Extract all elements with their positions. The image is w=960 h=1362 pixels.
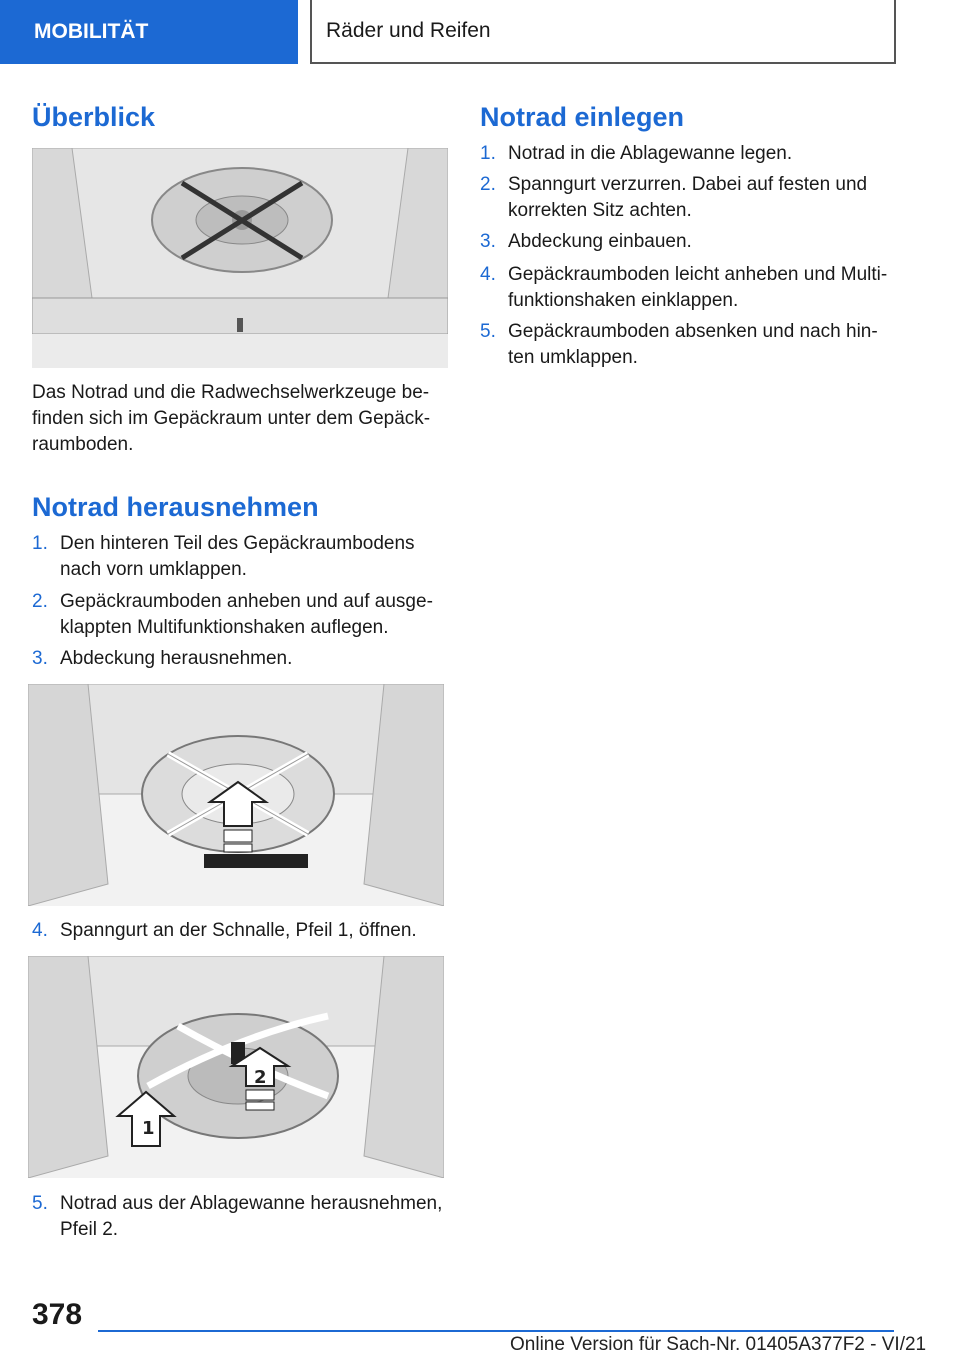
insert-step-5 <box>480 319 900 371</box>
page-number: 378 <box>32 1298 83 1331</box>
insert-step-4 <box>480 262 900 314</box>
arrow-label-2: 2 <box>254 1067 267 1088</box>
insert-step-1 <box>480 141 900 167</box>
step-text: Abdeckung herausnehmen. <box>60 648 293 669</box>
step-number: 3. <box>480 231 496 252</box>
overview-text-line: finden sich im Gepäckraum unter dem Gepäck- <box>32 408 431 429</box>
remove-step-4 <box>32 918 452 944</box>
step-text: Gepäckraumboden absenken und nach hin- ten umklappen. <box>508 321 878 368</box>
overview-text-line: raumboden. <box>32 434 134 455</box>
overview-text <box>32 380 430 458</box>
footer-version-text: Online Version für Sach-Nr. 01405A377F2 - VI/21 <box>510 1334 927 1355</box>
insert-heading: Notrad einlegen <box>480 102 685 132</box>
insert-step-3 <box>480 229 900 255</box>
remove-heading: Notrad herausnehmen <box>32 492 319 522</box>
step-text: Abdeckung einbauen. <box>508 231 692 252</box>
step-number: 2. <box>32 591 48 612</box>
step-text: Notrad in die Ablagewanne legen. <box>508 143 793 164</box>
remove-step-3 <box>32 646 452 672</box>
remove-step-5 <box>32 1191 452 1243</box>
footer-divider <box>98 1330 894 1332</box>
overview-heading: Überblick <box>32 102 156 132</box>
step-text: Spanngurt verzurren. Dabei auf festen und korrekten Sitz achten. <box>508 174 868 221</box>
step-number: 3. <box>32 648 48 669</box>
step-text: Notrad aus der Ablagewanne herausnehmen, Pfeil 2. <box>60 1193 443 1240</box>
step-text: Spanngurt an der Schnalle, Pfeil 1, öffnen. <box>60 920 417 941</box>
remove-step-1 <box>32 531 452 583</box>
trunk-overview-illustration <box>32 148 448 368</box>
step-number: 2. <box>480 174 496 195</box>
step-number: 1. <box>480 143 496 164</box>
step-number: 4. <box>480 264 496 285</box>
step-text: Den hinteren Teil des Gepäckraumbodens nach vorn umklappen. <box>60 533 415 580</box>
section-tab: MOBILITÄT <box>0 0 298 64</box>
step-number: 1. <box>32 533 48 554</box>
step-number: 5. <box>32 1193 48 1214</box>
step-text: Gepäckraumboden leicht anheben und Multi- funktionshaken einklappen. <box>508 264 888 311</box>
overview-text-line: Das Notrad und die Radwechselwerkzeuge be- <box>32 382 430 403</box>
remove-step-2 <box>32 589 452 641</box>
cover-removal-illustration <box>28 684 444 906</box>
step-number: 4. <box>32 920 48 941</box>
step-text: Gepäckraumboden anheben und auf ausge- klappten Multifunktionshaken auflegen. <box>60 591 433 638</box>
chapter-title: Räder und Reifen <box>310 0 896 64</box>
arrow-label-1: 1 <box>142 1118 155 1139</box>
insert-step-2 <box>480 172 900 224</box>
step-number: 5. <box>480 321 496 342</box>
strap-release-illustration <box>28 956 444 1178</box>
